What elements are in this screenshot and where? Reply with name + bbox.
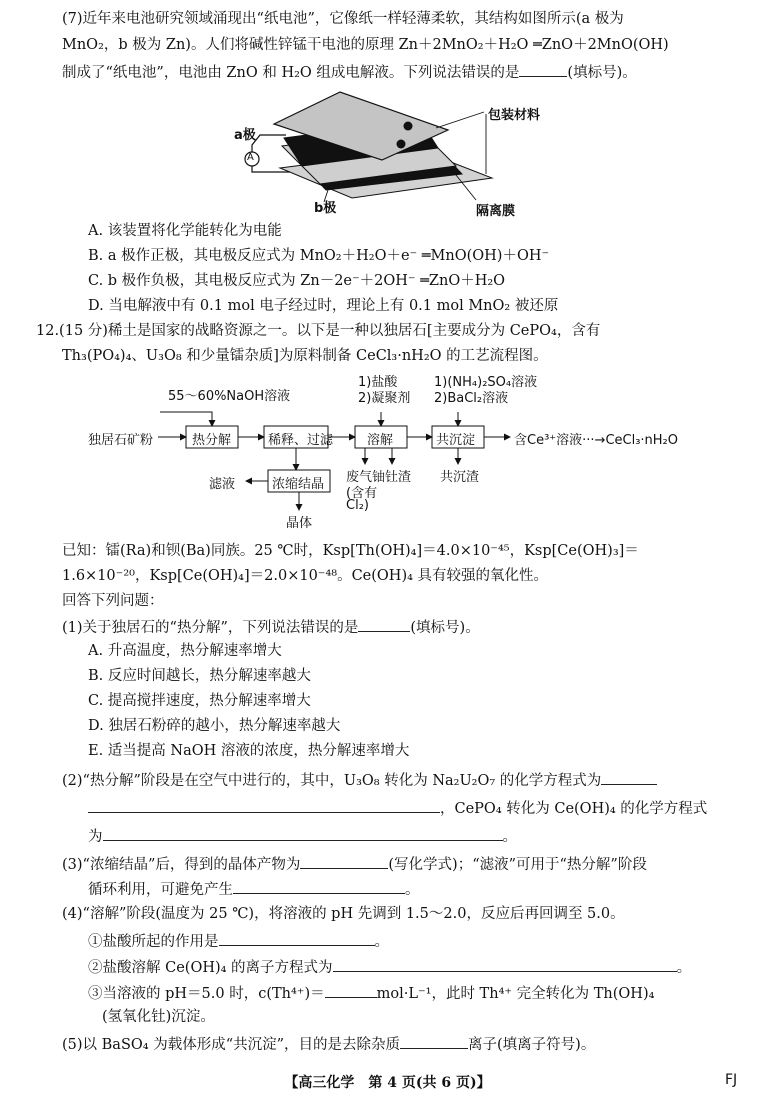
p5-blank[interactable] — [400, 1032, 468, 1049]
answer-intro: 回答下列问题： — [62, 593, 164, 609]
flow-hcl-2: 2)凝聚剂 — [358, 391, 411, 406]
p2-line-3 — [88, 824, 517, 848]
p4-sub-3-cont: (氢氧化钍)沉淀。 — [102, 1009, 215, 1025]
p1-stem — [62, 615, 480, 639]
p2-blank-2[interactable] — [88, 796, 440, 813]
flow-box-3-label: 溶解 — [367, 433, 394, 448]
flow-bacl2: 2)BaCl₂溶液 — [434, 391, 509, 406]
q7-line-3 — [62, 60, 637, 84]
q7-answer-blank[interactable] — [519, 60, 567, 77]
q12-line-2: Th₃(PO₄)₄、U₃O₈ 和少量镭杂质]为原料制备 CeCl₃·nH₂O 的工艺流程图。 — [62, 348, 548, 364]
packaging-label: 包装材料 — [488, 108, 541, 123]
separator-label: 隔离膜 — [476, 204, 516, 219]
p3-line-1 — [62, 852, 647, 876]
q7-stem-tail: (填标号)。 — [567, 65, 637, 81]
wire-a — [252, 135, 286, 152]
flow-waste-2: (含有 — [346, 486, 378, 501]
p1-option-d: D. 独居石粉碎的越小，热分解速率越大 — [88, 718, 341, 734]
p2-text-3: 为 — [88, 829, 103, 845]
q7-option-c: C. b 极作负极，其电极反应式为 Zn－2e⁻＋2OH⁻ ═ZnO＋H₂O — [88, 273, 506, 289]
flow-waste-3: Cl₂) — [346, 498, 369, 513]
flow-filtrate: 滤液 — [209, 477, 236, 492]
p1-text: (1)关于独居石的“热分解”，下列说法错误的是 — [62, 620, 359, 636]
flow-naoh: 55～60%NaOH溶液 — [168, 389, 291, 404]
flow-box-1-label: 热分解 — [192, 433, 232, 448]
p2-blank-3[interactable] — [103, 824, 503, 841]
b-pole-label: b极 — [314, 201, 337, 216]
q7-option-a: A. 该装置将化学能转化为电能 — [88, 223, 282, 239]
p4-2-tail: 。 — [676, 960, 692, 976]
p4-3-blank[interactable] — [325, 981, 377, 998]
flow-after: 含Ce³⁺溶液···→CeCl₃·nH₂O — [514, 433, 679, 448]
naoh-input — [160, 412, 212, 426]
p3-text-1: (3)“浓缩结晶”后，得到的晶体产物为 — [62, 857, 301, 873]
p3-blank-2[interactable] — [233, 877, 405, 894]
p3-line-2 — [88, 877, 420, 901]
footer-code: FJ — [725, 1072, 738, 1088]
q7-line-2: MnO₂，b 极为 Zn)。人们将碱性锌锰干电池的原理 Zn＋2MnO₂＋H₂O ═ZnO＋2MnO(OH) — [62, 37, 669, 53]
flow-waste-1: 废气 — [346, 470, 373, 485]
p3-tail-1: (写化学式)；“滤液”可用于“热分解”阶段 — [388, 857, 647, 873]
flow-hcl-1: 1)盐酸 — [358, 375, 398, 390]
ammeter-label: A — [247, 152, 254, 163]
known-line-2: 1.6×10⁻²⁰，Ksp[Ce(OH)₄]＝2.0×10⁻⁴⁸。Ce(OH)₄ 具有较强的氧化性。 — [62, 568, 549, 584]
flow-raw: 独居石矿粉 — [88, 433, 154, 448]
p1-option-b: B. 反应时间越长，热分解速率越大 — [88, 668, 311, 684]
p3-blank-1[interactable] — [300, 852, 388, 869]
p4-2-blank[interactable] — [333, 955, 677, 972]
p5-text: (5)以 BaSO₄ 为载体形成“共沉淀”，目的是去除杂质 — [62, 1037, 401, 1053]
flow-box-4-label: 共沉淀 — [436, 433, 476, 448]
dot-2 — [397, 140, 406, 149]
p5-line — [62, 1032, 595, 1056]
p1-option-e: E. 适当提高 NaOH 溶液的浓度，热分解速率增大 — [88, 743, 410, 759]
p2-tail: 。 — [502, 829, 517, 845]
dot-1 — [404, 122, 413, 131]
p4-2-text: ②盐酸溶解 Ce(OH)₄ 的离子方程式为 — [88, 960, 333, 976]
p3-tail-2: 。 — [405, 882, 420, 898]
p4-sub-3 — [88, 981, 654, 1005]
footer-page-info: 【高三化学 第 4 页(共 6 页)】 — [284, 1075, 491, 1091]
p1-option-a: A. 升高温度，热分解速率增大 — [88, 643, 282, 659]
flow-box-2-label: 稀释、过滤 — [268, 433, 334, 448]
q7-option-b: B. a 极作正极，其电极反应式为 MnO₂＋H₂O＋e⁻ ═MnO(OH)＋OH⁻ — [88, 248, 550, 264]
p2-text-2: ，CePO₄ 转化为 Ce(OH)₄ 的化学方程式 — [440, 801, 708, 817]
known-line-1: 已知：镭(Ra)和钡(Ba)同族。25 ℃时，Ksp[Th(OH)₄]＝4.0×10⁻⁴⁵，Ksp[Ce(OH)₃]＝ — [62, 543, 639, 559]
p2-text-1: (2)“热分解”阶段是在空气中进行的，其中，U₃O₈ 转化为 Na₂U₂O₇ 的化学方程式为 — [62, 773, 602, 789]
p2-line-1 — [62, 768, 657, 792]
q7-line-1: (7)近年来电池研究领域涌现出“纸电池”，它像纸一样轻薄柔软，其结构如图所示(a 极为 — [62, 11, 624, 27]
p2-blank-1[interactable] — [601, 768, 657, 785]
p5-tail: 离子(填离子符号)。 — [468, 1037, 596, 1053]
p1-answer-blank[interactable] — [358, 615, 410, 632]
p1-option-c: C. 提高搅拌速度，热分解速率增大 — [88, 693, 311, 709]
q7-option-d: D. 当电解液中有 0.1 mol 电子经过时，理论上有 0.1 mol MnO₂ 被还原 — [88, 298, 559, 314]
p4-3-text: ③当溶液的 pH＝5.0 时，c(Th⁴⁺)＝ — [88, 986, 325, 1002]
a-pole-label: a极 — [234, 128, 256, 143]
flow-residue-2: 共沉渣 — [440, 470, 480, 485]
pack-leader — [436, 112, 484, 128]
p4-1-tail: 。 — [374, 934, 389, 950]
p4-1-blank[interactable] — [219, 929, 375, 946]
p3-text-2: 循环利用，可避免产生 — [88, 882, 233, 898]
q7-stem-text: 制成了“纸电池”，电池由 ZnO 和 H₂O 组成电解液。下列说法错误的是 — [62, 65, 520, 81]
p4-3-tail: mol·L⁻¹，此时 Th⁴⁺ 完全转化为 Th(OH)₄ — [376, 986, 655, 1002]
flow-box-5-label: 浓缩结晶 — [272, 477, 325, 492]
p1-tail: (填标号)。 — [410, 620, 480, 636]
p2-line-2 — [88, 796, 707, 820]
flow-residue-1: 铀钍渣 — [372, 470, 412, 485]
p4-sub-1 — [88, 929, 389, 953]
q12-line-1: 12.(15 分)稀土是国家的战略资源之一。以下是一种以独居石[主要成分为 CePO₄，含有 — [36, 323, 601, 339]
flow-crystal: 晶体 — [286, 516, 313, 531]
p4-stem: (4)“溶解”阶段(温度为 25 ℃)，将溶液的 pH 先调到 1.5～2.0，反应后再回调至 5.0。 — [62, 906, 625, 922]
flow-nh4: 1)(NH₄)₂SO₄溶液 — [434, 375, 538, 390]
p4-sub-2 — [88, 955, 691, 979]
p4-1-text: ①盐酸所起的作用是 — [88, 934, 219, 950]
